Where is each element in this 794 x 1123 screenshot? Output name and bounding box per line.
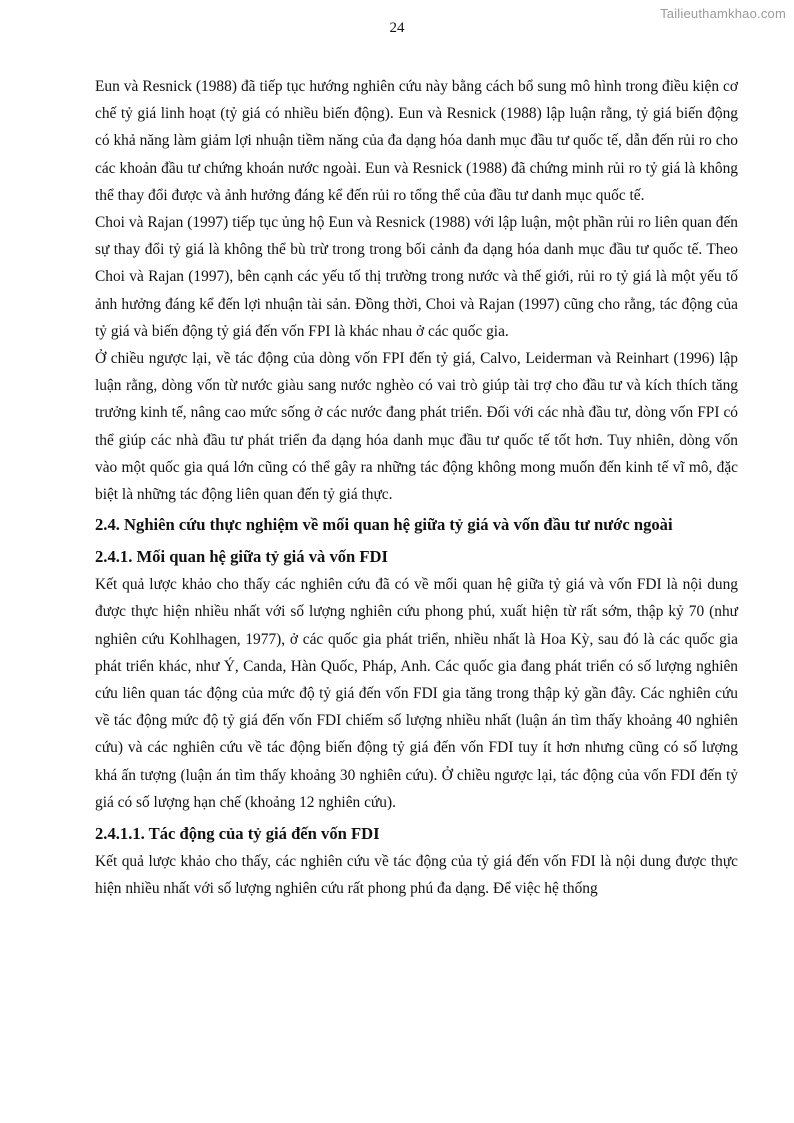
section-heading-2-4-1: 2.4.1. Mối quan hệ giữa tỷ giá và vốn FDI	[95, 547, 388, 567]
paragraph-choi-rajan: Choi và Rajan (1997) tiếp tục ủng hộ Eun và Resnick (1988) với lập luận, một phần rủi ro liên quan đến sự thay đổi tỷ giá là không thể bù trừ trong trong bối cảnh đa dạng hóa danh mục đầu tư quốc tế. Theo Choi và Rajan (1997), bên cạnh các yếu tố thị trường trong nước và thế giới, rủi ro tỷ giá là một yếu tố ảnh hưởng đáng kể đến lợi nhuận tài sản. Đồng thời, Choi và Rajan (1997) cũng cho rằng, tác động của tỷ giá và biến động tỷ giá đến vốn FPI là khác nhau ở các quốc gia.	[95, 214, 738, 340]
page-number: 24	[389, 20, 405, 36]
paragraph-fdi-impact: Kết quả lược khảo cho thấy, các nghiên cứu về tác động của tỷ giá đến vốn FDI là nội dung được thực hiện nhiều nhất với số lượng nghiên cứu rất phong phú đa dạng. Để việc hệ thống	[95, 853, 738, 898]
section-heading-2-4: 2.4. Nghiên cứu thực nghiệm về mối quan hệ giữa tỷ giá và vốn đầu tư nước ngoài	[95, 515, 673, 535]
page-body	[95, 73, 738, 902]
watermark: Tailieuthamkhao.com	[660, 6, 786, 21]
section-heading-2-4-1-1: 2.4.1.1. Tác động của tỷ giá đến vốn FDI	[95, 824, 380, 844]
paragraph-fdi-review: Kết quả lược khảo cho thấy các nghiên cứu đã có về mối quan hệ giữa tỷ giá và vốn FDI là nội dung được thực hiện nhiều nhất với số lượng nghiên cứu phong phú, xuất hiện từ rất sớm, thập kỷ 70 (như nghiên cứu Kohlhagen, 1977), ở các quốc gia phát triển, nhiều nhất là Hoa Kỳ, sau đó là các quốc gia phát triển khác, như Ý, Canda, Hàn Quốc, Pháp, Anh. Các quốc gia đang phát triển có số lượng nghiên cứu liên quan tác động của mức độ tỷ giá đến vốn FDI gia tăng trong thập kỷ gần đây. Các nghiên cứu về tác động mức độ tỷ giá đến vốn FDI chiếm số lượng nhiều nhất (luận án tìm thấy khoảng 40 nghiên cứu) và các nghiên cứu về tác động biến động tỷ giá đến vốn FDI tuy ít hơn nhưng cũng có số lượng khá ấn tượng (luận án tìm thấy khoảng 30 nghiên cứu). Ở chiều ngược lại, tác động của vốn FDI đến tỷ giá có số lượng hạn chế (khoảng 12 nghiên cứu).	[95, 576, 738, 811]
paragraph-eun-resnick: Eun và Resnick (1988) đã tiếp tục hướng nghiên cứu này bằng cách bổ sung mô hình trong điều kiện cơ chế tỷ giá linh hoạt (tỷ giá có nhiều biến động). Eun và Resnick (1988) lập luận rằng, tỷ giá biến động có khả năng làm giảm lợi nhuận tiềm năng của đa dạng hóa danh mục đầu tư quốc tế, dẫn đến rủi ro cho các khoản đầu tư chứng khoán nước ngoài. Eun và Resnick (1988) đã chứng minh rủi ro tỷ giá là không thể thay đổi được và ảnh hưởng đáng kể đến rủi ro tổng thể của đầu tư danh mục quốc tế.	[95, 78, 738, 204]
paragraph-fpi-effect: Ở chiều ngược lại, về tác động của dòng vốn FPI đến tỷ giá, Calvo, Leiderman và Reinhart (1996) lập luận rằng, dòng vốn từ nước giàu sang nước nghèo có vai trò giúp tài trợ cho đầu tư và kích thích tăng trưởng kinh tế, nâng cao mức sống ở các nước đang phát triển. Đối với các nhà đầu tư, dòng vốn FPI có thể giúp các nhà đầu tư phát triển đa dạng hóa danh mục đầu tư quốc tế tốt hơn. Tuy nhiên, dòng vốn vào một quốc gia quá lớn cũng có thể gây ra những tác động không mong muốn đến kinh tế vĩ mô, đặc biệt là những tác động liên quan đến tỷ giá thực.	[95, 350, 738, 504]
